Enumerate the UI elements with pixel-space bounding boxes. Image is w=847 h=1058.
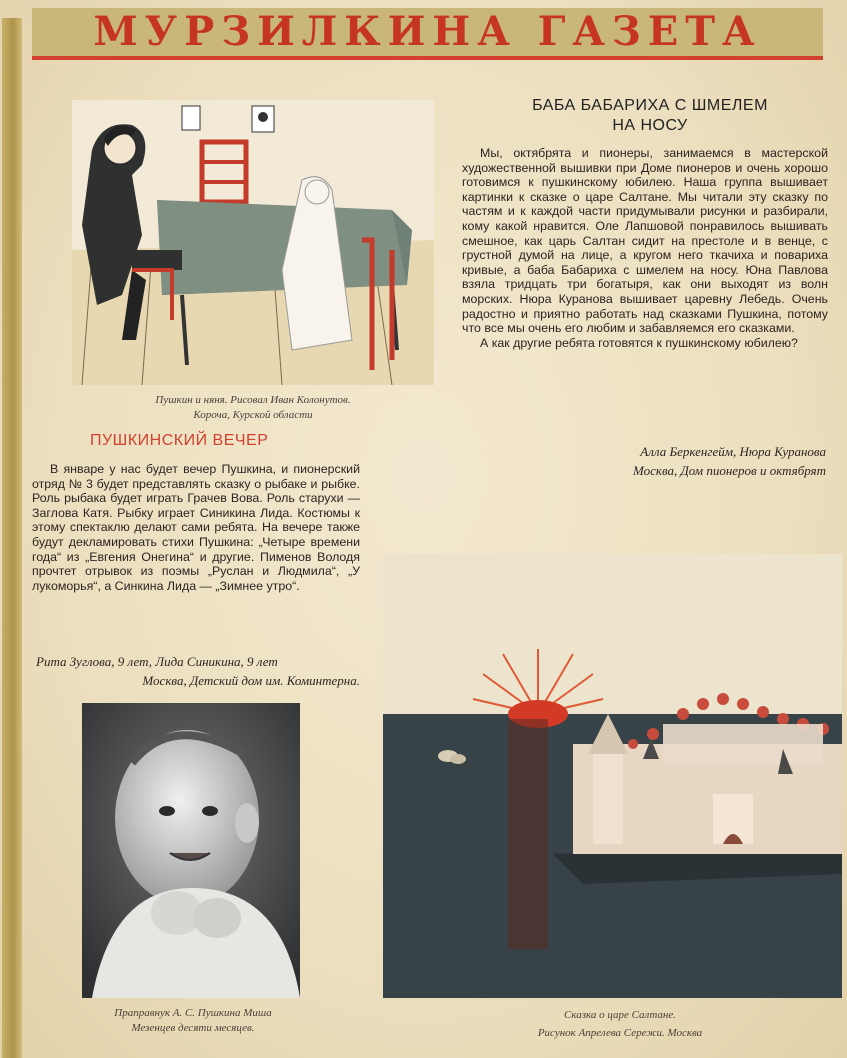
masthead-title: МУРЗИЛКИНА ГАЗЕТА (93, 8, 762, 55)
left-decorative-border (2, 18, 22, 1058)
baby-portrait (82, 703, 300, 998)
saltan-city-painting (383, 554, 842, 998)
baby-photo (82, 703, 300, 998)
pushkin-nanny-caption-line1: Пушкин и няня. Рисовал Иван Колонутов. (155, 394, 351, 406)
baba-heading-line2: НА НОСУ (612, 117, 688, 134)
baby-photo-caption (62, 1006, 324, 1036)
baba-heading-line1: БАБА БАБАРИХА С ШМЕЛЕМ (532, 97, 768, 114)
baba-paragraph-2: А как другие ребята готовятся к пушкинскому юбилею? (480, 335, 798, 350)
pushkin-evening-body (32, 462, 360, 593)
pushkin-nanny-caption (72, 393, 434, 423)
pushkin-nanny-drawing (72, 100, 434, 385)
baba-paragraph-1: Мы, октябрята и пионеры, занимаемся в мастерской художественной вышивки при Доме пионеров и очень хорошо готовимся к пушкинскому юбилею. Наша группа вышивает картинки к сказке о царе Салтане. Мы читали эту сказку по частям и к каждой части придумывали рисунки и разбирали, кому какой нравится. Оле Лапшовой понравилось вышивать смешное, как царь Салтан сидит на престоле и в венце, с грустной думой на лице, а кругом него ткачиха и повариха кривые, а баба Бабариха с шмелем на носу. Юна Павлова взяла тридцать три богатыря, как они выходят из волн морских. Нюра Куранова вышивает царевну Лебедь. Очень радостно и приятно работать над сказками Пушкина, потому что все мы очень его любим и забавляемся его сказками. (462, 146, 828, 336)
baba-authors: Алла Беркенгейм, Нюра Куранова (640, 444, 826, 459)
pushkin-nanny-caption-line2: Короча, Курской области (193, 409, 313, 421)
pushkin-evening-signature (32, 652, 360, 690)
baby-caption-line1: Праправнук А. С. Пушкина Миша (114, 1007, 272, 1019)
saltan-caption-line1: Сказка о царе Салтане. (563, 1009, 676, 1021)
masthead-banner (32, 8, 823, 60)
saltan-caption-line2: Рисунок Апрелева Сережи. Москва (537, 1027, 703, 1039)
pushkin-evening-place: Москва, Детский дом им. Коминтерна. (142, 673, 360, 688)
pushkin-evening-paragraph: В январе у нас будет вечер Пушкина, и пионерский отряд № 3 будет представлять сказку о рыбаке и рыбке. Роль рыбака будет играть Грачев Вова. Роль старухи — Заглова Катя. Рыбку играет Синикина Лида. Костюмы к этому спектаклю делают сами ребята. На вечере также будут декламировать стихи Пушкина: „Четыре времени года“ из „Евгения Онегина“ и другие. Пименов Володя прочтет отрывок из поэмы „Руслан и Людмила“, „У лукоморья“, а Синкина Лида — „Зимнее утро“. (32, 462, 360, 593)
saltan-painting-caption (440, 1006, 800, 1042)
baba-article-body (462, 146, 828, 350)
baba-article-heading (470, 96, 830, 136)
saltan-painting (383, 554, 842, 998)
baby-caption-line2: Мезенцев десяти месяцев. (131, 1022, 255, 1034)
pushkin-evening-heading: ПУШКИНСКИЙ ВЕЧЕР (90, 432, 269, 449)
baba-signature (462, 442, 826, 480)
pushkin-evening-authors: Рита Зуглова, 9 лет, Лида Синикина, 9 лет (36, 654, 278, 669)
baba-place: Москва, Дом пионеров и октябрят (632, 463, 826, 478)
pushkin-nanny-illustration (72, 100, 434, 385)
